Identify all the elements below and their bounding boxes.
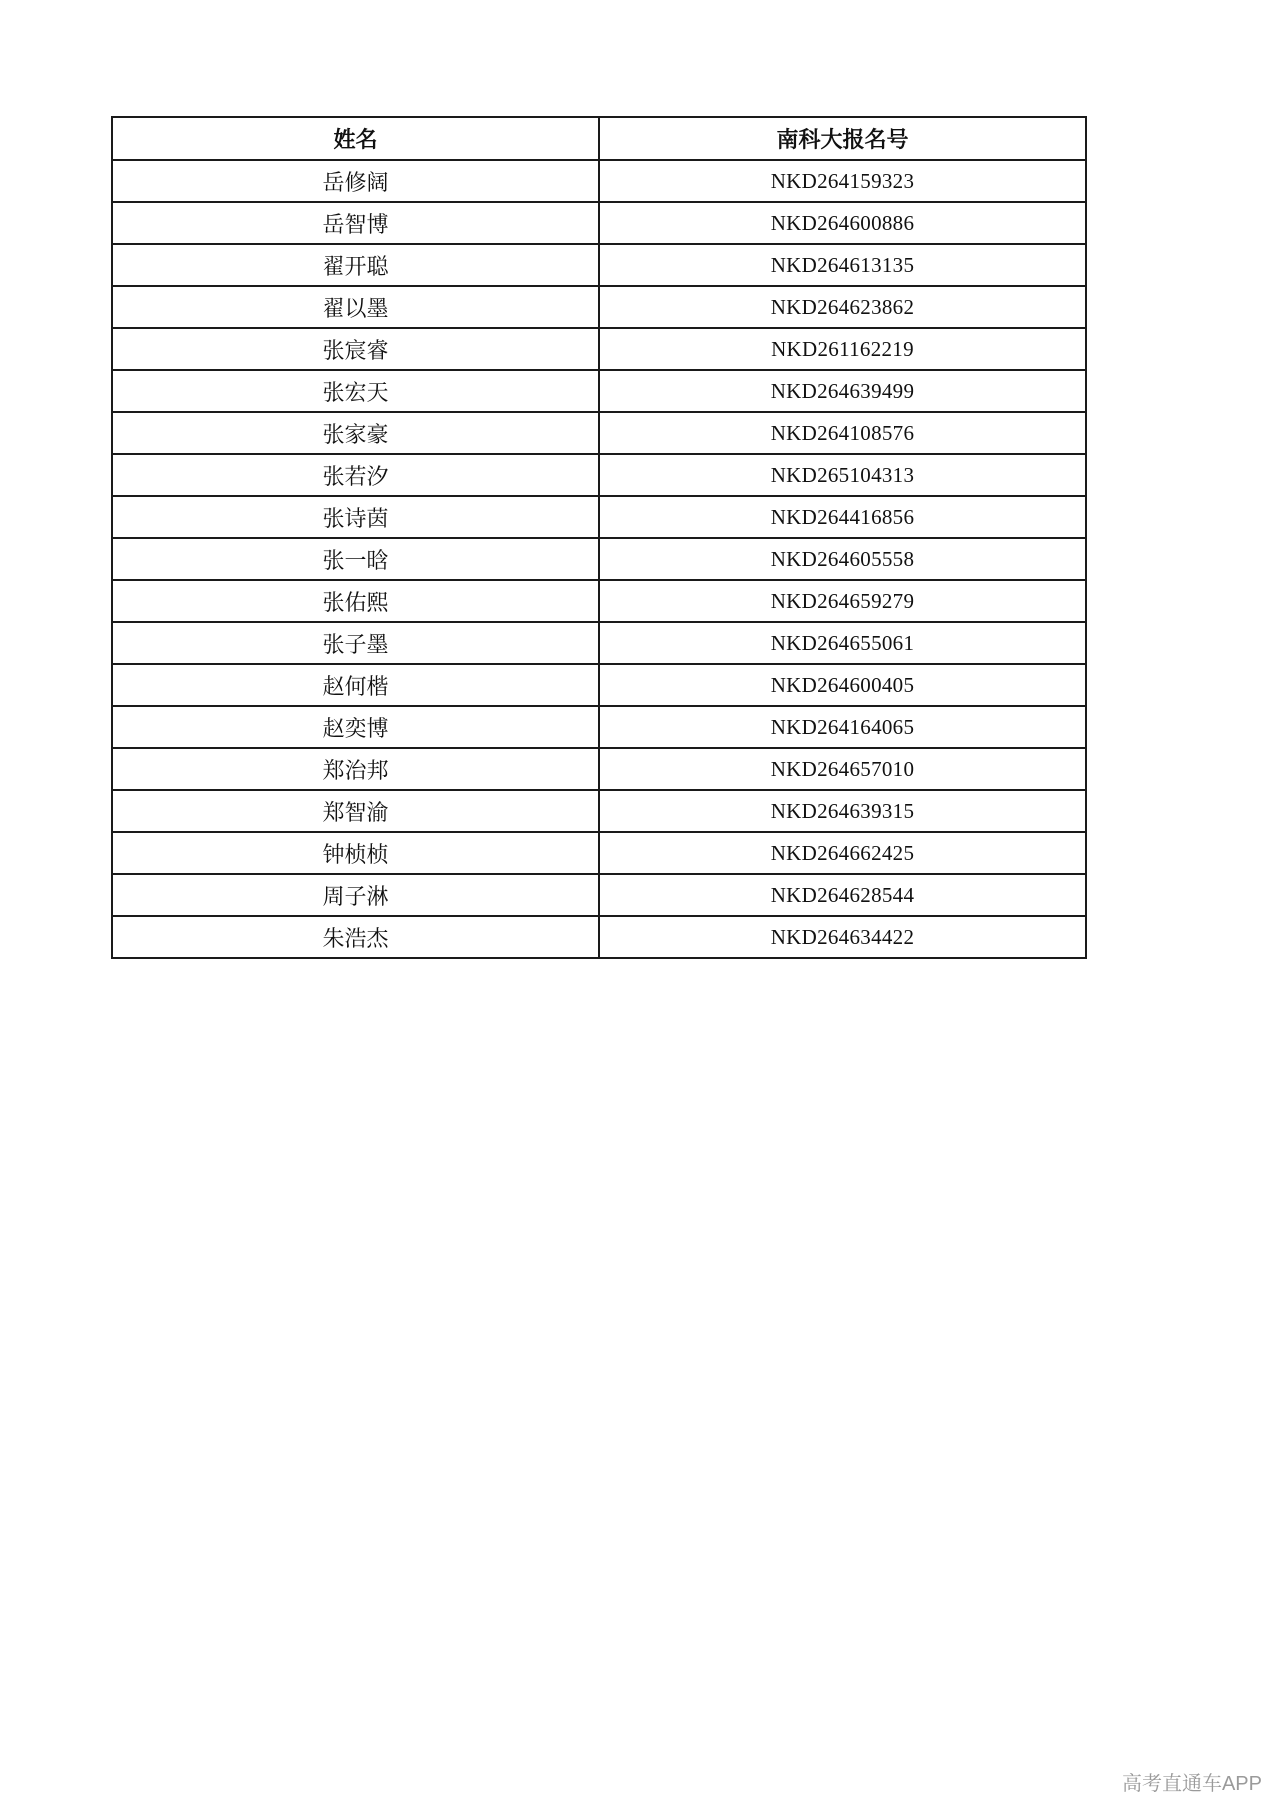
table-row — [112, 202, 1086, 244]
name-cell: 翟以墨 — [112, 286, 599, 328]
registration-id-cell: NKD265104313 — [599, 454, 1086, 496]
watermark-text: 高考直通车APP — [1121, 1773, 1262, 1795]
registration-id-cell: NKD261162219 — [599, 328, 1086, 370]
registration-id-cell: NKD264657010 — [599, 748, 1086, 790]
table-row — [112, 412, 1086, 454]
registration-id-cell: NKD264662425 — [599, 832, 1086, 874]
registration-id-cell: NKD264628544 — [599, 874, 1086, 916]
table-row — [112, 664, 1086, 706]
name-cell: 张若汐 — [112, 454, 599, 496]
column-header-registration-id: 南科大报名号 — [599, 117, 1086, 160]
table-row — [112, 160, 1086, 202]
name-cell: 张佑熙 — [112, 580, 599, 622]
registration-id-cell: NKD264600405 — [599, 664, 1086, 706]
registration-id-cell: NKD264164065 — [599, 706, 1086, 748]
registration-id-cell: NKD264623862 — [599, 286, 1086, 328]
name-cell: 赵奕博 — [112, 706, 599, 748]
table-row — [112, 454, 1086, 496]
registration-id-cell: NKD264613135 — [599, 244, 1086, 286]
name-cell: 郑智渝 — [112, 790, 599, 832]
table-row — [112, 328, 1086, 370]
name-cell: 张宸睿 — [112, 328, 599, 370]
registration-id-cell: NKD264655061 — [599, 622, 1086, 664]
table-row — [112, 496, 1086, 538]
registration-id-cell: NKD264108576 — [599, 412, 1086, 454]
name-cell: 郑治邦 — [112, 748, 599, 790]
table-row — [112, 832, 1086, 874]
name-cell: 翟开聪 — [112, 244, 599, 286]
table-row — [112, 286, 1086, 328]
name-cell: 张一晗 — [112, 538, 599, 580]
registration-id-cell: NKD264639499 — [599, 370, 1086, 412]
name-cell: 张宏天 — [112, 370, 599, 412]
table-row — [112, 370, 1086, 412]
name-cell: 张家豪 — [112, 412, 599, 454]
registration-id-cell: NKD264639315 — [599, 790, 1086, 832]
table-row — [112, 874, 1086, 916]
registration-id-cell: NKD264605558 — [599, 538, 1086, 580]
registration-id-cell: NKD264416856 — [599, 496, 1086, 538]
roster-body — [112, 160, 1086, 958]
table-row — [112, 916, 1086, 958]
name-cell: 朱浩杰 — [112, 916, 599, 958]
name-cell: 周子淋 — [112, 874, 599, 916]
table-row — [112, 748, 1086, 790]
registration-id-cell: NKD264634422 — [599, 916, 1086, 958]
registration-id-cell: NKD264659279 — [599, 580, 1086, 622]
registration-id-cell: NKD264600886 — [599, 202, 1086, 244]
table-row — [112, 790, 1086, 832]
registration-id-cell: NKD264159323 — [599, 160, 1086, 202]
name-cell: 钟桢桢 — [112, 832, 599, 874]
column-header-name: 姓名 — [112, 117, 599, 160]
table-header-row — [112, 117, 1086, 160]
name-cell: 岳智博 — [112, 202, 599, 244]
table-row — [112, 706, 1086, 748]
name-cell: 岳修阔 — [112, 160, 599, 202]
table-row — [112, 244, 1086, 286]
roster-table — [111, 116, 1087, 959]
name-cell: 赵何楷 — [112, 664, 599, 706]
table-row — [112, 580, 1086, 622]
table-row — [112, 622, 1086, 664]
roster-sheet — [111, 116, 1085, 959]
name-cell: 张诗茵 — [112, 496, 599, 538]
name-cell: 张子墨 — [112, 622, 599, 664]
table-row — [112, 538, 1086, 580]
